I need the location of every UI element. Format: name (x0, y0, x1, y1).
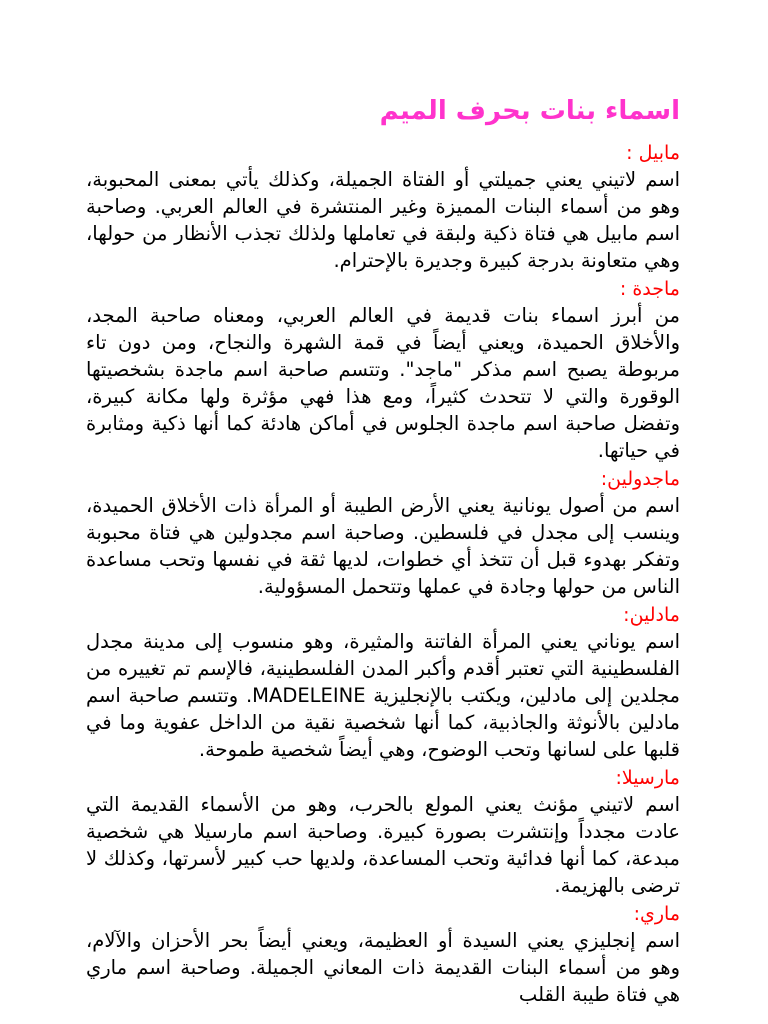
name-description: اسم لاتيني يعني جميلتي أو الفتاة الجميلة، وكذلك يأتي بمعنى المحبوبة، وهو من أسماء البنات المميزة وغير المنتشرة في العالم العربي. وصاحبة اسم مابيل هي فتاة ذكية ولبقة في تعاملها ولذلك تجذب الأنظار من حولها، وهي متعاونة بدرجة كبيرة وجديرة بالإحترام. (86, 168, 680, 272)
name-heading: ماجدة : (619, 278, 680, 300)
name-heading: مادلين: (623, 604, 680, 626)
name-entry-majdoline (86, 466, 680, 600)
name-entry-marcela (86, 765, 680, 899)
name-description: اسم إنجليزي يعني السيدة أو العظيمة، ويعني أيضاً بحر الأحزان والآلام، وهو من أسماء البنات القديمة ذات المعاني الجميلة. وصاحبة اسم ماري هي فتاة طيبة القلب (86, 929, 680, 1006)
name-entry-madeleine (86, 602, 680, 763)
name-entry-mary (86, 901, 680, 1008)
name-entry-mabel (86, 140, 680, 274)
page-title: اسماء بنات بحرف الميم (379, 96, 680, 126)
name-description: من أبرز اسماء بنات قديمة في العالم العربي، ومعناه صاحبة المجد، والأخلاق الحميدة، ويعني أيضاً في قمة الشهرة والنجاح، ومن دون تاء مربوطة يصبح اسم مذكر "ماجد". وتتسم صاحبة اسم ماجدة بشخصيتها الوقورة والتي لا تتحدث كثيراً، ومع هذا فهي مؤثرة ولها مكانة كبيرة، وتفضل صاحبة اسم ماجدة الجلوس في أماكن هادئة كما أنها ذكية ومثابرة في حياتها. (86, 304, 680, 462)
name-entry-majida (86, 276, 680, 464)
name-heading: ماري: (633, 903, 680, 925)
name-description: اسم من أصول يونانية يعني الأرض الطيبة أو المرأة ذات الأخلاق الحميدة، وينسب إلى مجدل في فلسطين. وصاحبة اسم مجدولين هي فتاة محبوبة وتفكر بهدوء قبل أن تتخذ أي خطوات، لديها ثقة في نفسها وتحب مساعدة الناس من حولها وجادة في عملها وتتحمل المسؤولية. (86, 494, 680, 598)
name-description: اسم يوناني يعني المرأة الفاتنة والمثيرة، وهو منسوب إلى مدينة مجدل الفلسطينية التي تعتبر أقدم وأكبر المدن الفلسطينية، فالإسم تم تغييره من مجلدين إلى مادلين، ويكتب بالإنجليزية MADELEINE. وتتسم صاحبة اسم مادلين بالأنوثة والجاذبية، كما أنها شخصية نقية من الداخل عفوية وما في قلبها على لسانها وتحب الوضوح، وهي أيضاً شخصية طموحة. (86, 630, 681, 761)
name-heading: ماجدولين: (600, 468, 680, 490)
name-heading: مارسيلا: (615, 767, 680, 789)
name-description: اسم لاتيني مؤنث يعني المولع بالحرب، وهو من الأسماء القديمة التي عادت مجدداً وإنتشرت بصورة كبيرة. وصاحبة اسم مارسيلا هي شخصية مبدعة، كما أنها فدائية وتحب المساعدة، ولديها حب كبير لأسرتها، وكذلك لا ترضى بالهزيمة. (86, 793, 680, 897)
name-heading: مابيل : (626, 142, 680, 164)
